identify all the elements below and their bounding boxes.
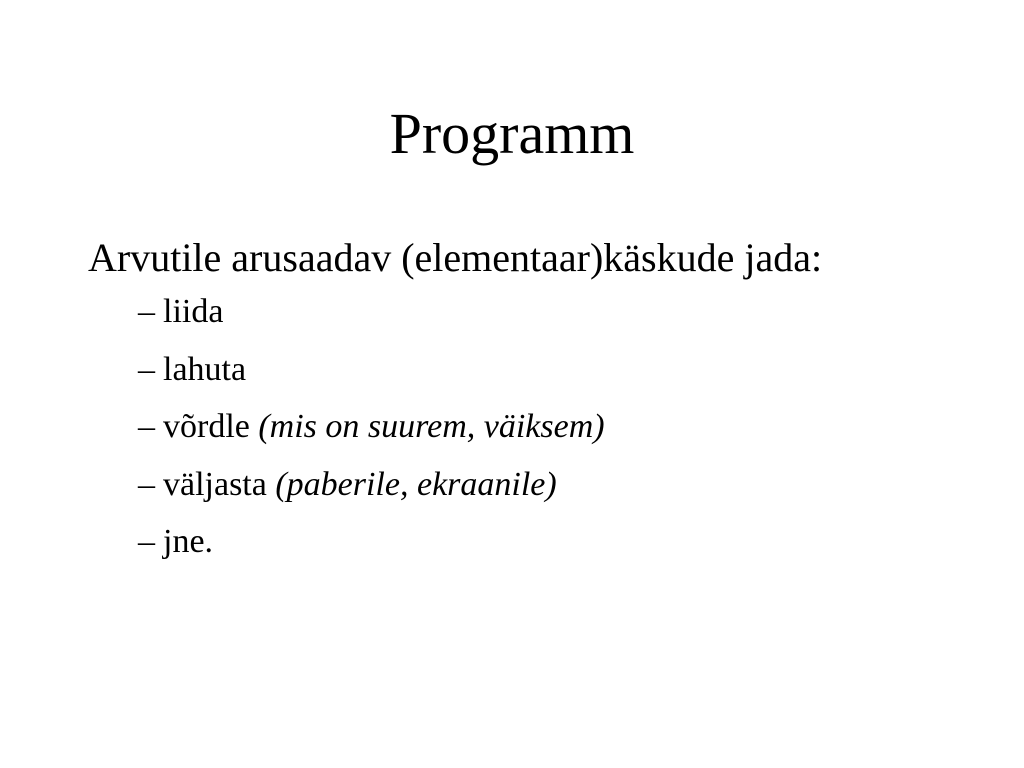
dash-marker: –	[138, 465, 155, 503]
sub-bullet-text: väljasta	[163, 465, 267, 503]
sub-bullet-liida	[138, 292, 605, 350]
sub-bullet-text: võrdle	[163, 408, 250, 445]
sub-bullet-note: (paberile, ekraanile)	[275, 465, 557, 503]
sub-bullet-valjasta	[138, 465, 605, 523]
sub-bullet-vordle	[138, 407, 605, 465]
sub-bullet-text: jne.	[163, 523, 214, 560]
sub-bullet-note: (mis on suurem, väiksem)	[258, 408, 605, 445]
sub-bullet-lahuta	[138, 350, 605, 408]
dash-marker: –	[138, 350, 155, 388]
sub-bullet-list	[138, 292, 605, 580]
dash-marker: –	[138, 293, 155, 330]
dash-marker: –	[138, 523, 155, 560]
main-bullet: Arvutile arusaadav (elementaar)käskude jada:	[88, 235, 823, 280]
dash-marker: –	[138, 408, 155, 445]
sub-bullet-jne	[138, 522, 605, 580]
sub-bullet-text: lahuta	[163, 350, 247, 388]
sub-bullet-text: liida	[163, 293, 224, 330]
slide-title: Programm	[389, 101, 635, 166]
